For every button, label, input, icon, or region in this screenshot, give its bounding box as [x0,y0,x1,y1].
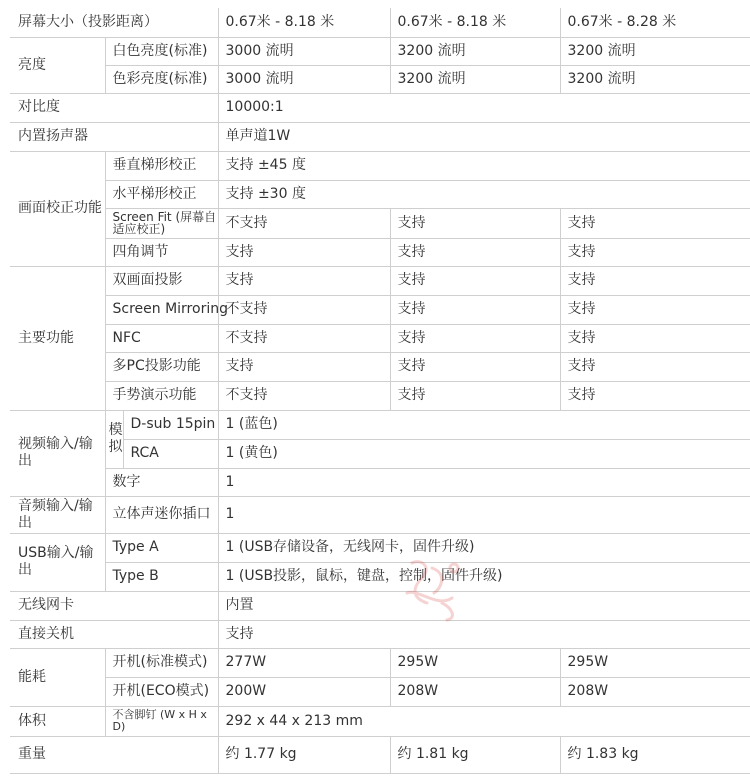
row-weight [10,736,750,773]
row-brightness-white [10,37,750,65]
power-eco-v2: 208W [390,677,560,706]
dual-screen-v1: 支持 [218,266,390,295]
screen-mirroring-v3: 支持 [560,295,750,324]
label-digital: 数字 [105,468,218,496]
dual-screen-v2: 支持 [390,266,560,295]
label-speaker: 内置扬声器 [10,122,218,151]
label-power-eco: 开机(ECO模式) [105,677,218,706]
row-multi-pc [10,352,750,381]
label-dsub: D-sub 15pin [123,410,218,439]
speaker-value: 单声道1W [218,122,750,151]
contrast-value: 10000:1 [218,93,750,122]
label-volume: 体积 [10,706,105,736]
spec-table [10,8,750,774]
vertical-keystone-value: 支持 ±45 度 [218,151,750,180]
label-gesture: 手势演示功能 [105,381,218,410]
label-type-a: Type A [105,533,218,562]
gesture-v1: 不支持 [218,381,390,410]
rca-value: 1 (黄色) [218,439,750,468]
direct-off-value: 支持 [218,620,750,648]
label-correction: 画面校正功能 [10,151,105,266]
weight-v3: 约 1.83 kg [560,736,750,773]
label-dual-screen: 双画面投影 [105,266,218,295]
row-screen-mirroring [10,295,750,324]
row-volume [10,706,750,736]
color-brightness-v1: 3000 流明 [218,65,390,93]
multi-pc-v1: 支持 [218,352,390,381]
row-screen-fit [10,208,750,238]
row-nfc [10,324,750,352]
label-main-features: 主要功能 [10,266,105,410]
white-brightness-v1: 3000 流明 [218,37,390,65]
nfc-v2: 支持 [390,324,560,352]
row-brightness-color [10,65,750,93]
row-horizontal-keystone [10,180,750,208]
corner-adjust-v1: 支持 [218,238,390,266]
nfc-v3: 支持 [560,324,750,352]
label-power: 能耗 [10,648,105,706]
screen-size-v3: 0.67米 - 8.28 米 [560,8,750,37]
label-corner-adjust: 四角调节 [105,238,218,266]
row-wireless [10,591,750,620]
label-type-b: Type B [105,562,218,591]
row-usb-type-a [10,533,750,562]
wireless-value: 内置 [218,591,750,620]
volume-value: 292 x 44 x 213 mm [218,706,750,736]
row-corner-adjust [10,238,750,266]
label-rca: RCA [123,439,218,468]
screen-fit-v2: 支持 [390,208,560,238]
row-direct-off [10,620,750,648]
screen-mirroring-v2: 支持 [390,295,560,324]
label-vertical-keystone: 垂直梯形校正 [105,151,218,180]
row-digital [10,468,750,496]
label-color-brightness: 色彩亮度(标准) [105,65,218,93]
label-horizontal-keystone: 水平梯形校正 [105,180,218,208]
label-stereo-jack: 立体声迷你插口 [105,496,218,533]
weight-v2: 约 1.81 kg [390,736,560,773]
row-dual-screen [10,266,750,295]
label-nfc: NFC [105,324,218,352]
row-screen-size [10,8,750,37]
label-contrast: 对比度 [10,93,218,122]
power-eco-v1: 200W [218,677,390,706]
label-white-brightness: 白色亮度(标准) [105,37,218,65]
weight-v1: 约 1.77 kg [218,736,390,773]
nfc-v1: 不支持 [218,324,390,352]
audio-io-value: 1 [218,496,750,533]
type-a-value: 1 (USB存储设备，无线网卡，固件升级) [218,533,750,562]
label-power-normal: 开机(标准模式) [105,648,218,677]
label-screen-size: 屏幕大小（投影距离） [10,8,218,37]
row-usb-type-b [10,562,750,591]
power-normal-v2: 295W [390,648,560,677]
screen-size-v1: 0.67米 - 8.18 米 [218,8,390,37]
row-power-eco [10,677,750,706]
label-multi-pc: 多PC投影功能 [105,352,218,381]
power-normal-v1: 277W [218,648,390,677]
horizontal-keystone-value: 支持 ±30 度 [218,180,750,208]
gesture-v3: 支持 [560,381,750,410]
digital-value: 1 [218,468,750,496]
label-direct-off: 直接关机 [10,620,218,648]
power-eco-v3: 208W [560,677,750,706]
dual-screen-v3: 支持 [560,266,750,295]
corner-adjust-v3: 支持 [560,238,750,266]
label-volume-note: 不含脚钉 (W x H x D) [105,706,218,736]
label-screen-mirroring: Screen Mirroring [105,295,218,324]
row-vertical-keystone [10,151,750,180]
screen-fit-v1: 不支持 [218,208,390,238]
color-brightness-v3: 3200 流明 [560,65,750,93]
row-power-normal [10,648,750,677]
label-weight: 重量 [10,736,218,773]
label-wireless: 无线网卡 [10,591,218,620]
type-b-value: 1 (USB投影，鼠标，键盘，控制，固件升级) [218,562,750,591]
label-brightness: 亮度 [10,37,105,93]
row-dsub [10,410,750,439]
white-brightness-v3: 3200 流明 [560,37,750,65]
white-brightness-v2: 3200 流明 [390,37,560,65]
multi-pc-v2: 支持 [390,352,560,381]
power-normal-v3: 295W [560,648,750,677]
label-audio-io: 音频输入/输出 [10,496,105,533]
corner-adjust-v2: 支持 [390,238,560,266]
label-video-io: 视频输入/输出 [10,410,105,496]
screen-size-v2: 0.67米 - 8.18 米 [390,8,560,37]
row-audio-io [10,496,750,533]
screen-mirroring-v1: 不支持 [218,295,390,324]
gesture-v2: 支持 [390,381,560,410]
calligraphy-watermark-icon [392,548,472,628]
dsub-value: 1 (蓝色) [218,410,750,439]
row-gesture [10,381,750,410]
row-speaker [10,122,750,151]
row-contrast [10,93,750,122]
label-usb-io: USB输入/输出 [10,533,105,591]
screen-fit-v3: 支持 [560,208,750,238]
label-screen-fit: Screen Fit (屏幕自适应校正) [105,208,218,238]
label-analog: 模拟 [105,410,123,468]
color-brightness-v2: 3200 流明 [390,65,560,93]
multi-pc-v3: 支持 [560,352,750,381]
